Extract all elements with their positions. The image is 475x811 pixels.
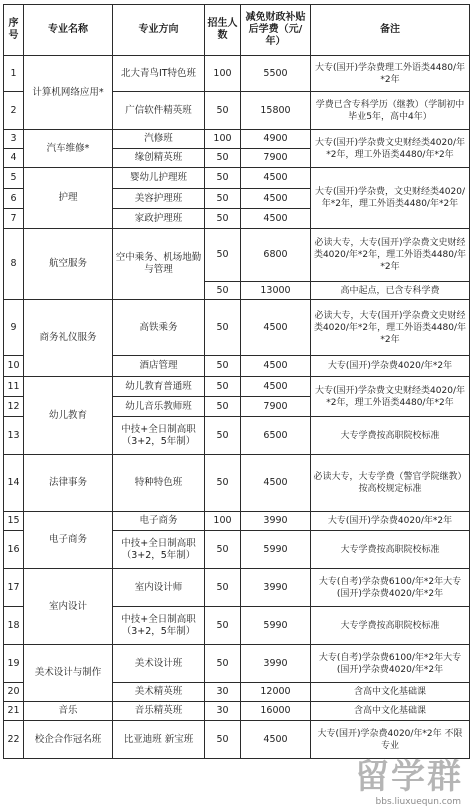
cell-note: 含高中文化基础课	[311, 702, 470, 721]
cell-major: 汽车维修*	[24, 130, 113, 168]
cell-direction: 北大青鸟IT特色班	[113, 56, 205, 92]
cell-no: 2	[4, 92, 24, 130]
cell-no: 11	[4, 377, 24, 397]
cell-no: 20	[4, 683, 24, 702]
cell-enroll: 50	[205, 645, 241, 683]
cell-note: 大专学费按高职院校标准	[311, 531, 470, 569]
cell-fee: 3990	[241, 569, 311, 607]
cell-fee: 7900	[241, 397, 311, 417]
cell-direction: 高铁乘务	[113, 300, 205, 356]
cell-no: 13	[4, 417, 24, 455]
cell-no: 10	[4, 356, 24, 377]
cell-no: 22	[4, 721, 24, 759]
cell-note: 必读大专，大专(国开)学杂费文史财经类4020/年*2年，理工外语类4480/年*2年	[311, 229, 470, 282]
cell-fee: 15800	[241, 92, 311, 130]
cell-fee: 4900	[241, 130, 311, 149]
table-row	[4, 168, 470, 189]
cell-major: 护理	[24, 168, 113, 229]
table-row	[4, 569, 470, 607]
cell-enroll: 50	[205, 721, 241, 759]
table-row	[4, 229, 470, 282]
cell-fee: 4500	[241, 189, 311, 209]
cell-fee: 6800	[241, 229, 311, 282]
watermark	[297, 759, 467, 809]
cell-no: 5	[4, 168, 24, 189]
cell-enroll: 50	[205, 356, 241, 377]
header-fee: 减免财政补贴后学费（元/年）	[241, 5, 311, 56]
cell-major: 法律事务	[24, 455, 113, 512]
cell-direction: 中技+全日制高职（3+2，5年制）	[113, 417, 205, 455]
cell-fee: 5990	[241, 531, 311, 569]
cell-enroll: 50	[205, 417, 241, 455]
cell-note: 大专(国开)学杂费4020/年*2年	[311, 356, 470, 377]
cell-no: 3	[4, 130, 24, 149]
cell-direction: 美术设计班	[113, 645, 205, 683]
cell-note: 高中起点，已含专科学费	[311, 282, 470, 300]
cell-note: 必读大专，大专(国开)学杂费文史财经类4020/年*2年，理工外语类4480/年*2年	[311, 300, 470, 356]
cell-fee: 4500	[241, 168, 311, 189]
cell-note: 含高中文化基础课	[311, 683, 470, 702]
cell-enroll: 50	[205, 607, 241, 645]
cell-note: 大专(国开)学杂费理工外语类4480/年*2年	[311, 56, 470, 92]
cell-fee: 12000	[241, 683, 311, 702]
cell-direction: 比亚迪班 新宝班	[113, 721, 205, 759]
cell-fee: 6500	[241, 417, 311, 455]
cell-direction: 汽修班	[113, 130, 205, 149]
cell-note: 大专(国开)学杂费文史财经类4020/年*2年，理工外语类4480/年*2年	[311, 377, 470, 417]
cell-note: 大专学费按高职院校标准	[311, 607, 470, 645]
cell-fee: 5990	[241, 607, 311, 645]
cell-enroll: 50	[205, 531, 241, 569]
cell-note: 大专(国开)学杂费文史财经类4020/年*2年，理工外语类4480/年*2年	[311, 130, 470, 168]
fee-table	[3, 4, 470, 759]
header-note: 备注	[311, 5, 470, 56]
cell-major: 幼儿教育	[24, 377, 113, 455]
cell-note: 大专(自考)学杂费6100/年*2年大专(国开)学杂费4020/年*2年	[311, 569, 470, 607]
cell-major: 计算机网络应用*	[24, 56, 113, 130]
cell-no: 7	[4, 209, 24, 229]
cell-note: 学费已含专科学历（继教）（学制初中毕业5年，高中4年）	[311, 92, 470, 130]
header-major: 专业名称	[24, 5, 113, 56]
cell-fee: 4500	[241, 455, 311, 512]
cell-no: 9	[4, 300, 24, 356]
cell-fee: 13000	[241, 282, 311, 300]
cell-note: 大专(国开)学杂费4020/年*2年 不限专业	[311, 721, 470, 759]
cell-direction: 美术精英班	[113, 683, 205, 702]
cell-fee: 7900	[241, 149, 311, 168]
cell-fee: 5500	[241, 56, 311, 92]
table-row	[4, 721, 470, 759]
cell-no: 15	[4, 512, 24, 531]
cell-note: 大专(国开)学杂费4020/年*2年	[311, 512, 470, 531]
cell-enroll: 50	[205, 229, 241, 282]
cell-enroll: 50	[205, 397, 241, 417]
watermark-url: bbs.liuxuequn.com	[375, 797, 461, 807]
cell-note: 大专学费按高职院校标准	[311, 417, 470, 455]
cell-fee: 3990	[241, 645, 311, 683]
cell-no: 16	[4, 531, 24, 569]
cell-no: 8	[4, 229, 24, 300]
table-row	[4, 300, 470, 356]
cell-direction: 幼儿教育普通班	[113, 377, 205, 397]
table-row	[4, 645, 470, 683]
cell-direction: 中技+全日制高职（3+2，5年制）	[113, 607, 205, 645]
table-row	[4, 512, 470, 531]
cell-note: 大专(自考)学杂费6100/年*2年大专(国开)学杂费4020/年*2年	[311, 645, 470, 683]
cell-fee: 4500	[241, 377, 311, 397]
cell-major: 室内设计	[24, 569, 113, 645]
cell-enroll: 50	[205, 149, 241, 168]
cell-enroll: 100	[205, 512, 241, 531]
cell-fee: 16000	[241, 702, 311, 721]
cell-enroll: 50	[205, 189, 241, 209]
cell-major: 校企合作冠名班	[24, 721, 113, 759]
cell-direction: 幼儿音乐教师班	[113, 397, 205, 417]
cell-enroll: 50	[205, 168, 241, 189]
cell-major: 商务礼仪服务	[24, 300, 113, 377]
cell-no: 1	[4, 56, 24, 92]
cell-enroll: 50	[205, 300, 241, 356]
cell-direction: 音乐精英班	[113, 702, 205, 721]
cell-direction: 家政护理班	[113, 209, 205, 229]
cell-enroll: 30	[205, 702, 241, 721]
cell-no: 19	[4, 645, 24, 683]
cell-enroll: 50	[205, 209, 241, 229]
table-row	[4, 455, 470, 512]
cell-enroll: 50	[205, 377, 241, 397]
cell-fee: 4500	[241, 209, 311, 229]
cell-major: 电子商务	[24, 512, 113, 569]
cell-fee: 4500	[241, 721, 311, 759]
cell-direction: 中技+全日制高职（3+2，5年制）	[113, 531, 205, 569]
cell-no: 14	[4, 455, 24, 512]
cell-major: 音乐	[24, 702, 113, 721]
cell-no: 4	[4, 149, 24, 168]
cell-note: 必读大专，大专学费（警官学院继教）按高校规定标准	[311, 455, 470, 512]
watermark-logo-text: 留学群	[355, 757, 463, 797]
cell-note: 大专(国开)学杂费，文史财经类4020/年*2年，理工外语类4480/年*2年	[311, 168, 470, 229]
cell-enroll: 100	[205, 56, 241, 92]
header-enroll: 招生人数	[205, 5, 241, 56]
cell-fee: 4500	[241, 300, 311, 356]
header-direction: 专业方向	[113, 5, 205, 56]
cell-major: 航空服务	[24, 229, 113, 300]
cell-direction: 缘创精英班	[113, 149, 205, 168]
cell-direction: 空中乘务、机场地勤与管理	[113, 229, 205, 300]
cell-no: 12	[4, 397, 24, 417]
cell-direction: 特种特色班	[113, 455, 205, 512]
cell-enroll: 50	[205, 92, 241, 130]
cell-no: 18	[4, 607, 24, 645]
cell-enroll: 50	[205, 455, 241, 512]
header-no: 序号	[4, 5, 24, 56]
table-row	[4, 130, 470, 149]
cell-no: 6	[4, 189, 24, 209]
cell-enroll: 30	[205, 683, 241, 702]
cell-direction: 室内设计师	[113, 569, 205, 607]
cell-direction: 酒店管理	[113, 356, 205, 377]
cell-direction: 广信软件精英班	[113, 92, 205, 130]
cell-direction: 婴幼儿护理班	[113, 168, 205, 189]
cell-direction: 电子商务	[113, 512, 205, 531]
cell-enroll: 50	[205, 282, 241, 300]
table-row	[4, 56, 470, 92]
table-row	[4, 377, 470, 397]
cell-no: 17	[4, 569, 24, 607]
cell-direction: 美容护理班	[113, 189, 205, 209]
cell-major: 美术设计与制作	[24, 645, 113, 702]
cell-enroll: 50	[205, 569, 241, 607]
cell-enroll: 100	[205, 130, 241, 149]
cell-fee: 4500	[241, 356, 311, 377]
cell-no: 21	[4, 702, 24, 721]
header-row	[4, 5, 470, 56]
cell-fee: 3990	[241, 512, 311, 531]
table-row	[4, 702, 470, 721]
